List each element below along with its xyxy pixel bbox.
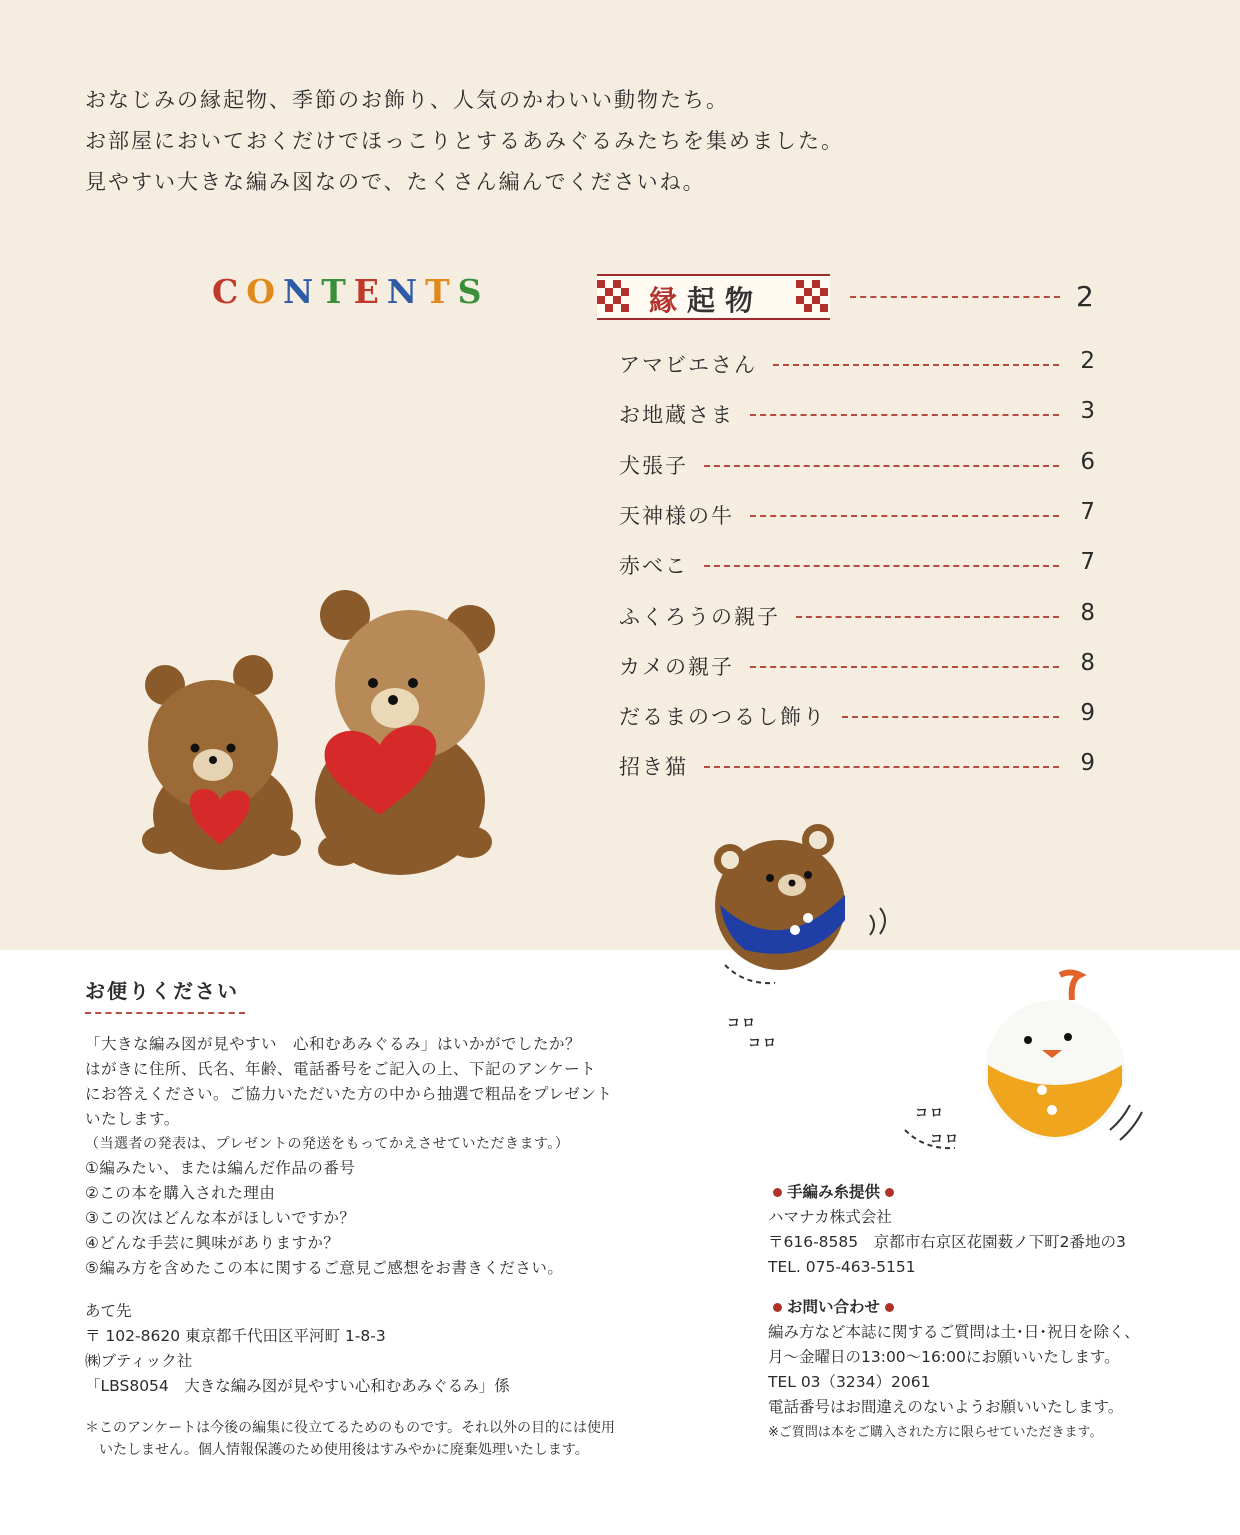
section-title: 縁起物: [649, 284, 764, 317]
footnote-line: ＊このアンケートは今後の編集に役立てるためのものです。それ以外の目的には使用: [85, 1420, 616, 1436]
inquiry-line: 電話番号はお間違えのないようお願いいたします。: [768, 1398, 1124, 1416]
toc-entry-page: 7: [1080, 549, 1095, 576]
toc-leader-dots: [842, 716, 1059, 718]
toc-entry-title: アマビエさん: [619, 349, 767, 379]
toc-entry[interactable]: [619, 550, 1095, 584]
toc-entry-title: 犬張子: [619, 450, 698, 480]
rolling-chick-image: [980, 965, 1160, 1165]
contents-letter: N: [283, 272, 322, 311]
toc-entry[interactable]: [619, 751, 1095, 785]
publisher-info: [768, 1180, 1188, 1460]
survey-line: にお答えください。ご協力いただいた方の中から抽選で粗品をプレゼント: [85, 1085, 613, 1103]
survey-question: ②この本を購入された理由: [85, 1184, 276, 1202]
privacy-footnote: [85, 1417, 685, 1461]
intro-line: お部屋においておくだけでほっこりとするあみぐるみたちを集めました。: [85, 129, 844, 153]
toc-leader-dots: [750, 666, 1059, 668]
rolling-bear-image: [710, 820, 900, 980]
section-leader-dots: [850, 296, 1060, 298]
toc-entry-page: 8: [1080, 599, 1095, 626]
onomatopoeia-text: コロ: [748, 1036, 779, 1051]
toc-entry-title: だるまのつるし飾り: [619, 701, 836, 731]
bullet-dot-icon: [773, 1303, 782, 1312]
toc-leader-dots: [796, 616, 1059, 618]
toc-entry-page: 9: [1080, 750, 1095, 777]
toc-entry-title: ふくろうの親子: [619, 601, 790, 631]
survey-question: ⑤編み方を含めたこの本に関するご意見ご感想をお書きください。: [85, 1259, 564, 1277]
contents-letter: N: [386, 272, 426, 311]
yarn-company: ハマナカ株式会社: [768, 1208, 892, 1226]
toc-entry[interactable]: [619, 450, 1095, 484]
toc-entry-title: お地蔵さま: [619, 399, 744, 429]
motion-lines-icon: [720, 960, 780, 990]
section-header: [597, 274, 830, 320]
survey-line: 「大きな編み図が見やすい 心和むあみぐるみ」はいかがでしたか？: [85, 1035, 582, 1053]
intro-line: 見やすい大きな編み図なので、たくさん編んでくださいね。: [85, 170, 706, 194]
survey-question: ④どんな手芸に興味がありますか？: [85, 1234, 340, 1252]
onomatopoeia-text: コロ: [727, 1016, 758, 1031]
address-label: あて先: [85, 1302, 132, 1320]
toc-leader-dots: [773, 364, 1059, 366]
address-line: 「LBS8054 大きな編み図が見やすい心和むあみぐるみ」係: [85, 1377, 510, 1395]
toc-leader-dots: [704, 565, 1059, 567]
toc-entry[interactable]: [619, 349, 1095, 383]
toc-entry-title: カメの親子: [619, 651, 744, 681]
yarn-address: 〒616-8585 京都市右京区花園薮ノ下町2番地の3: [768, 1233, 1126, 1251]
contents-heading: [212, 272, 489, 311]
toc-entry-title: 赤べこ: [619, 550, 698, 580]
toc-entry-page: 9: [1080, 700, 1095, 727]
contents-letter: T: [425, 272, 458, 311]
toc-entry-title: 招き猫: [619, 751, 698, 781]
intro-text: [85, 80, 844, 203]
toc-entry-page: 7: [1080, 498, 1095, 525]
yarn-tel: TEL. 075-463-5151: [768, 1258, 916, 1276]
survey-line: いたします。: [85, 1110, 180, 1128]
toc-leader-dots: [750, 414, 1059, 416]
crochet-bears-image: [135, 580, 505, 880]
inquiry-block: [768, 1295, 1188, 1445]
checker-pattern-icon: [796, 280, 830, 314]
toc-entry[interactable]: [619, 500, 1095, 534]
bullet-dot-icon: [885, 1188, 894, 1197]
survey-question: ③この次はどんな本がほしいですか？: [85, 1209, 356, 1227]
toc-leader-dots: [704, 766, 1059, 768]
survey-heading: お便りください: [85, 975, 245, 1014]
survey-question: ①編みたい、または編んだ作品の番号: [85, 1159, 356, 1177]
footnote-line: いたしません。個人情報保護のため使用後はすみやかに廃棄処理いたします。: [99, 1442, 589, 1458]
contents-letter: E: [353, 272, 387, 311]
onomatopoeia-text: コロ: [930, 1132, 961, 1147]
inquiry-line: 月～金曜日の13:00～16:00にお願いいたします。: [768, 1348, 1120, 1366]
address-line: ㈱ブティック社: [85, 1352, 193, 1370]
reader-survey-section: [85, 975, 685, 1461]
mailing-address: [85, 1299, 685, 1399]
toc-entry-page: 2: [1080, 348, 1095, 374]
bullet-dot-icon: [773, 1188, 782, 1197]
toc-entry[interactable]: [619, 601, 1095, 635]
inquiry-tel: TEL 03（3234）2061: [768, 1373, 931, 1391]
bullet-dot-icon: [885, 1303, 894, 1312]
toc-leader-dots: [704, 465, 1059, 467]
checker-pattern-icon: [597, 280, 631, 314]
address-line: 〒 102-8620 東京都千代田区平河町 1-8-3: [85, 1327, 386, 1345]
yarn-supplier-heading: 手編み糸提供: [768, 1180, 1188, 1205]
intro-line: おなじみの縁起物、季節のお飾り、人気のかわいい動物たち。: [85, 88, 729, 112]
toc-entry-page: 6: [1080, 448, 1095, 475]
yarn-supplier-block: [768, 1180, 1188, 1280]
toc-entry[interactable]: [619, 701, 1095, 735]
contents-letter: T: [321, 272, 354, 311]
inquiry-note: ※ご質問は本をご購入された方に限らせていただきます。: [768, 1425, 1103, 1440]
survey-line: はがきに住所、氏名、年齢、電話番号をご記入の上、下記のアンケート: [85, 1060, 597, 1078]
contents-letter: C: [212, 272, 247, 311]
onomatopoeia-text: コロ: [915, 1106, 946, 1121]
survey-body: [85, 1032, 685, 1281]
inquiry-line: 編み方など本誌に関するご質問は土･日･祝日を除く、: [768, 1323, 1140, 1341]
toc-entry[interactable]: [619, 651, 1095, 685]
survey-note: （当選者の発表は、プレゼントの発送をもってかえさせていただきます。）: [85, 1136, 570, 1152]
toc-entry-page: 3: [1080, 398, 1095, 425]
section-page-number: 2: [1076, 280, 1094, 313]
inquiry-heading: お問い合わせ: [768, 1295, 1188, 1320]
toc-entry-page: 8: [1080, 649, 1095, 676]
contents-letter: S: [457, 272, 490, 311]
toc-entry[interactable]: [619, 399, 1095, 433]
contents-letter: O: [246, 272, 284, 311]
toc-leader-dots: [750, 515, 1059, 517]
toc-entry-title: 天神様の牛: [619, 500, 744, 530]
